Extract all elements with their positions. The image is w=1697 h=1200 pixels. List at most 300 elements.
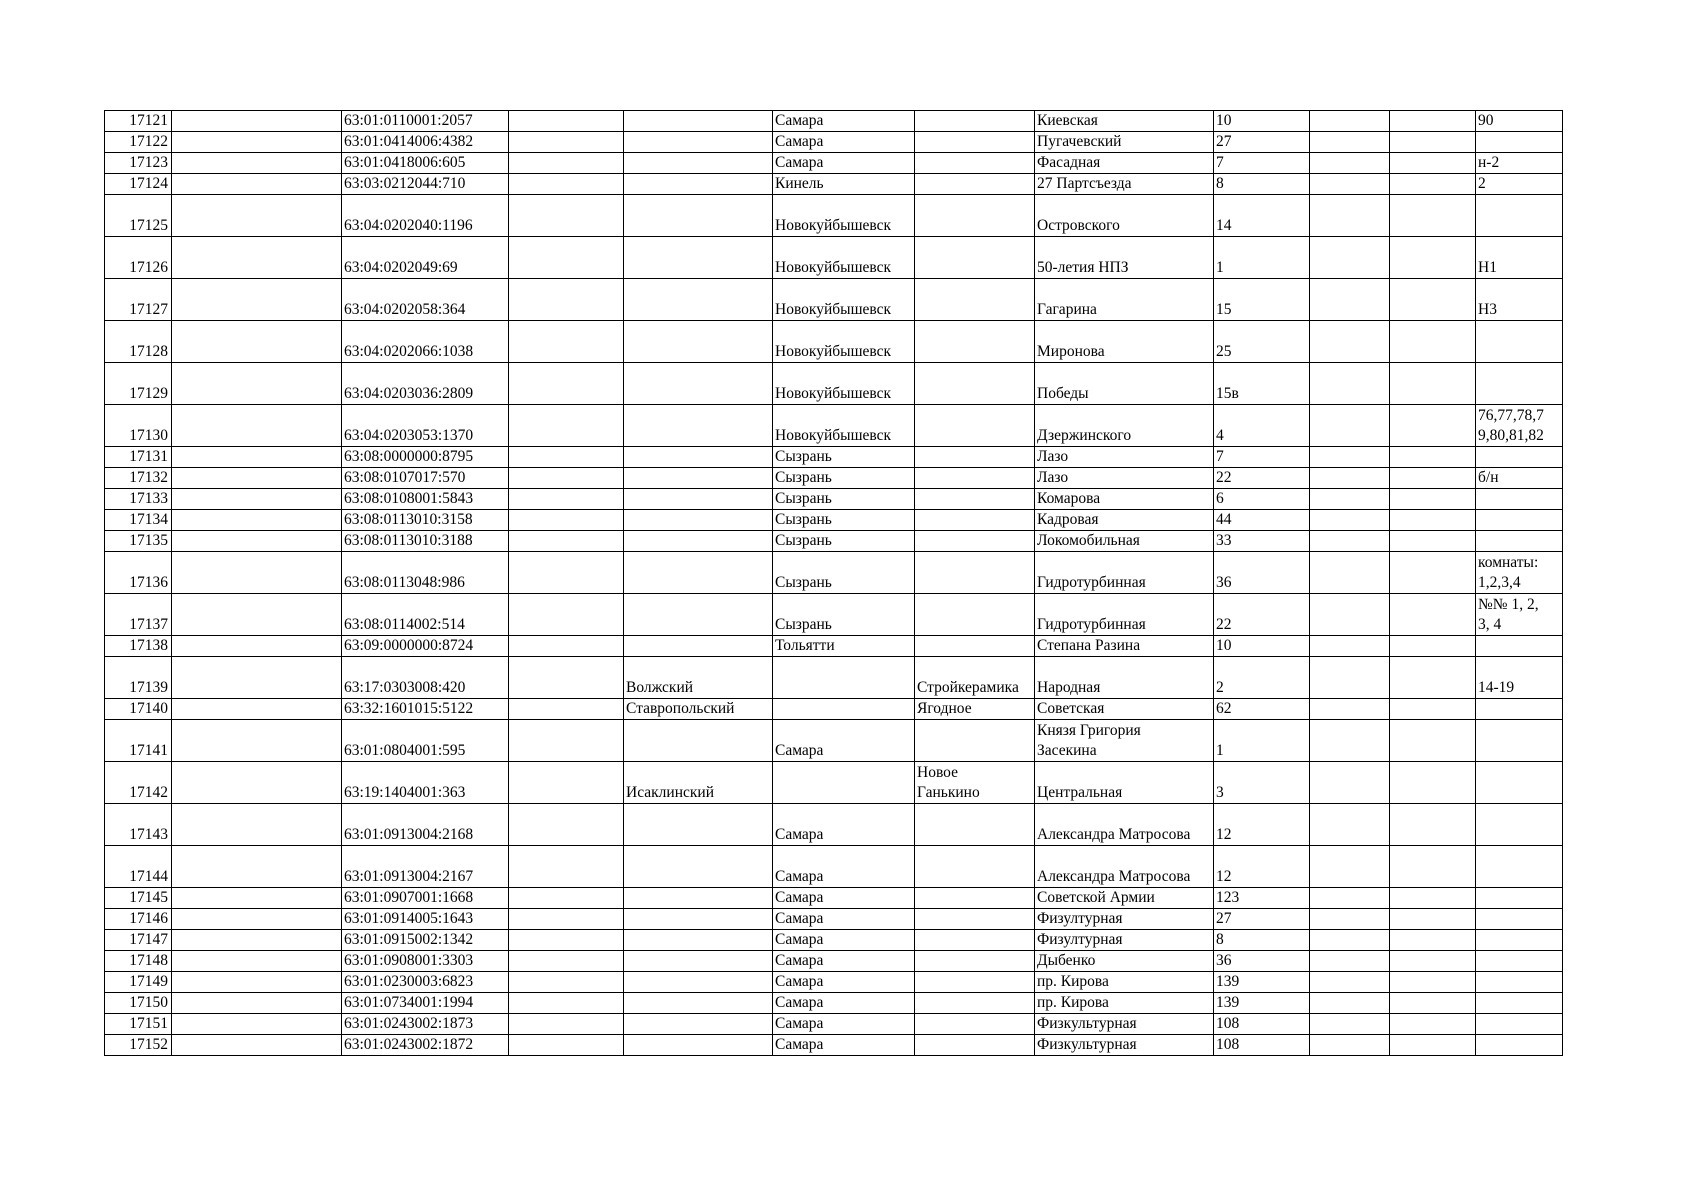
house-number-cell: 22: [1214, 468, 1310, 489]
premises-cell: [1476, 930, 1563, 951]
settlement-cell: [915, 321, 1035, 363]
city-cell: Сызрань: [773, 531, 915, 552]
blank-2-cell: [509, 993, 624, 1014]
record-number-cell: 17140: [105, 699, 172, 720]
premises-cell: н-2: [1476, 153, 1563, 174]
settlement-cell: [915, 468, 1035, 489]
premises-cell: [1476, 972, 1563, 993]
record-number-cell: 17138: [105, 636, 172, 657]
blank-3-cell: [1310, 993, 1390, 1014]
premises-cell: [1476, 636, 1563, 657]
blank-4-cell: [1390, 132, 1476, 153]
blank-4-cell: [1390, 1035, 1476, 1056]
blank-2-cell: [509, 279, 624, 321]
cadastral-number-cell: 63:04:0203053:1370: [342, 405, 509, 447]
district-cell: [624, 174, 773, 195]
record-number-cell: 17150: [105, 993, 172, 1014]
settlement-cell: [915, 1035, 1035, 1056]
blank-2-cell: [509, 468, 624, 489]
district-cell: [624, 468, 773, 489]
premises-cell: [1476, 531, 1563, 552]
district-cell: [624, 930, 773, 951]
street-cell: Александра Матросова: [1035, 846, 1214, 888]
house-number-cell: 8: [1214, 174, 1310, 195]
street-cell: Гидротурбинная: [1035, 552, 1214, 594]
premises-cell: [1476, 720, 1563, 762]
premises-cell: б/н: [1476, 468, 1563, 489]
street-cell: пр. Кирова: [1035, 993, 1214, 1014]
cadastral-number-cell: 63:01:0418006:605: [342, 153, 509, 174]
house-number-cell: 7: [1214, 153, 1310, 174]
district-cell: [624, 888, 773, 909]
blank-3-cell: [1310, 405, 1390, 447]
street-cell: Лазо: [1035, 447, 1214, 468]
settlement-cell: [915, 594, 1035, 636]
house-number-cell: 15: [1214, 279, 1310, 321]
district-cell: [624, 531, 773, 552]
city-cell: Самара: [773, 111, 915, 132]
blank-1-cell: [172, 531, 342, 552]
district-cell: [624, 153, 773, 174]
blank-3-cell: [1310, 909, 1390, 930]
record-number-cell: 17151: [105, 1014, 172, 1035]
district-cell: [624, 552, 773, 594]
blank-1-cell: [172, 1035, 342, 1056]
settlement-cell: [915, 195, 1035, 237]
district-cell: Волжский: [624, 657, 773, 699]
premises-cell: [1476, 489, 1563, 510]
settlement-cell: [915, 279, 1035, 321]
premises-cell: 2: [1476, 174, 1563, 195]
settlement-cell: [915, 1014, 1035, 1035]
city-cell: Сызрань: [773, 447, 915, 468]
record-number-cell: 17122: [105, 132, 172, 153]
premises-cell: 76,77,78,7 9,80,81,82: [1476, 405, 1563, 447]
city-cell: Самара: [773, 888, 915, 909]
city-cell: Кинель: [773, 174, 915, 195]
city-cell: Сызрань: [773, 489, 915, 510]
blank-2-cell: [509, 657, 624, 699]
blank-1-cell: [172, 237, 342, 279]
street-cell: Островского: [1035, 195, 1214, 237]
blank-4-cell: [1390, 762, 1476, 804]
premises-cell: 14-19: [1476, 657, 1563, 699]
cadastral-number-cell: 63:01:0414006:4382: [342, 132, 509, 153]
cadastral-number-cell: 63:03:0212044:710: [342, 174, 509, 195]
blank-3-cell: [1310, 237, 1390, 279]
premises-cell: [1476, 363, 1563, 405]
blank-3-cell: [1310, 636, 1390, 657]
cadastral-number-cell: 63:09:0000000:8724: [342, 636, 509, 657]
district-cell: [624, 237, 773, 279]
premises-cell: [1476, 447, 1563, 468]
blank-4-cell: [1390, 174, 1476, 195]
blank-1-cell: [172, 489, 342, 510]
table-row: [105, 111, 1563, 132]
district-cell: Исаклинский: [624, 762, 773, 804]
cadastral-number-cell: 63:04:0202058:364: [342, 279, 509, 321]
street-cell: Фасадная: [1035, 153, 1214, 174]
table-row: [105, 972, 1563, 993]
cadastral-number-cell: 63:17:0303008:420: [342, 657, 509, 699]
city-cell: Самара: [773, 846, 915, 888]
record-number-cell: 17149: [105, 972, 172, 993]
blank-3-cell: [1310, 132, 1390, 153]
house-number-cell: 108: [1214, 1014, 1310, 1035]
city-cell: Сызрань: [773, 468, 915, 489]
blank-4-cell: [1390, 657, 1476, 699]
blank-1-cell: [172, 594, 342, 636]
blank-1-cell: [172, 552, 342, 594]
cadastral-number-cell: 63:01:0914005:1643: [342, 909, 509, 930]
city-cell: Новокуйбышевск: [773, 279, 915, 321]
table-row: [105, 195, 1563, 237]
street-cell: Князя Григория Засекина: [1035, 720, 1214, 762]
blank-1-cell: [172, 720, 342, 762]
table-row: [105, 636, 1563, 657]
district-cell: [624, 594, 773, 636]
street-cell: Степана Разина: [1035, 636, 1214, 657]
record-number-cell: 17125: [105, 195, 172, 237]
cadastral-number-cell: 63:08:0113010:3188: [342, 531, 509, 552]
street-cell: Советская: [1035, 699, 1214, 720]
blank-1-cell: [172, 951, 342, 972]
district-cell: [624, 447, 773, 468]
blank-3-cell: [1310, 363, 1390, 405]
premises-cell: 90: [1476, 111, 1563, 132]
street-cell: Физултурная: [1035, 930, 1214, 951]
blank-4-cell: [1390, 594, 1476, 636]
premises-cell: [1476, 195, 1563, 237]
blank-2-cell: [509, 510, 624, 531]
blank-3-cell: [1310, 510, 1390, 531]
blank-3-cell: [1310, 531, 1390, 552]
blank-3-cell: [1310, 720, 1390, 762]
city-cell: [773, 699, 915, 720]
cadastral-number-cell: 63:01:0915002:1342: [342, 930, 509, 951]
blank-3-cell: [1310, 951, 1390, 972]
table-row: [105, 321, 1563, 363]
blank-2-cell: [509, 720, 624, 762]
street-cell: Физкультурная: [1035, 1014, 1214, 1035]
house-number-cell: 1: [1214, 720, 1310, 762]
blank-4-cell: [1390, 237, 1476, 279]
district-cell: [624, 405, 773, 447]
table-row: [105, 720, 1563, 762]
city-cell: Новокуйбышевск: [773, 363, 915, 405]
house-number-cell: 3: [1214, 762, 1310, 804]
blank-2-cell: [509, 531, 624, 552]
street-cell: Народная: [1035, 657, 1214, 699]
city-cell: Тольятти: [773, 636, 915, 657]
blank-2-cell: [509, 636, 624, 657]
settlement-cell: Стройкерамика: [915, 657, 1035, 699]
settlement-cell: [915, 237, 1035, 279]
table-row: [105, 762, 1563, 804]
blank-1-cell: [172, 174, 342, 195]
record-number-cell: 17144: [105, 846, 172, 888]
house-number-cell: 2: [1214, 657, 1310, 699]
blank-2-cell: [509, 846, 624, 888]
blank-2-cell: [509, 321, 624, 363]
settlement-cell: Ягодное: [915, 699, 1035, 720]
blank-1-cell: [172, 804, 342, 846]
blank-1-cell: [172, 909, 342, 930]
cadastral-number-cell: 63:01:0913004:2168: [342, 804, 509, 846]
city-cell: Новокуйбышевск: [773, 195, 915, 237]
blank-2-cell: [509, 699, 624, 720]
blank-4-cell: [1390, 489, 1476, 510]
blank-3-cell: [1310, 195, 1390, 237]
settlement-cell: [915, 804, 1035, 846]
blank-1-cell: [172, 405, 342, 447]
blank-4-cell: [1390, 363, 1476, 405]
blank-4-cell: [1390, 972, 1476, 993]
record-number-cell: 17139: [105, 657, 172, 699]
house-number-cell: 12: [1214, 846, 1310, 888]
table-row: [105, 510, 1563, 531]
blank-1-cell: [172, 972, 342, 993]
record-number-cell: 17123: [105, 153, 172, 174]
city-cell: Сызрань: [773, 510, 915, 531]
blank-4-cell: [1390, 195, 1476, 237]
table-row: [105, 930, 1563, 951]
table-row: [105, 237, 1563, 279]
cadastral-number-cell: 63:01:0110001:2057: [342, 111, 509, 132]
street-cell: Киевская: [1035, 111, 1214, 132]
district-cell: [624, 804, 773, 846]
settlement-cell: [915, 636, 1035, 657]
district-cell: [624, 1035, 773, 1056]
street-cell: Дзержинского: [1035, 405, 1214, 447]
blank-1-cell: [172, 762, 342, 804]
house-number-cell: 10: [1214, 636, 1310, 657]
city-cell: Самара: [773, 951, 915, 972]
street-cell: Центральная: [1035, 762, 1214, 804]
house-number-cell: 25: [1214, 321, 1310, 363]
street-cell: 27 Партсъезда: [1035, 174, 1214, 195]
blank-4-cell: [1390, 279, 1476, 321]
blank-3-cell: [1310, 552, 1390, 594]
blank-4-cell: [1390, 909, 1476, 930]
blank-2-cell: [509, 762, 624, 804]
table-row: [105, 594, 1563, 636]
table-row: [105, 657, 1563, 699]
settlement-cell: [915, 447, 1035, 468]
settlement-cell: [915, 531, 1035, 552]
table-row: [105, 1035, 1563, 1056]
settlement-cell: [915, 909, 1035, 930]
city-cell: Самара: [773, 132, 915, 153]
cadastral-number-cell: 63:01:0907001:1668: [342, 888, 509, 909]
district-cell: [624, 279, 773, 321]
table-row: [105, 804, 1563, 846]
blank-3-cell: [1310, 153, 1390, 174]
blank-2-cell: [509, 1014, 624, 1035]
settlement-cell: [915, 972, 1035, 993]
blank-4-cell: [1390, 531, 1476, 552]
blank-1-cell: [172, 993, 342, 1014]
premises-cell: комнаты: 1,2,3,4: [1476, 552, 1563, 594]
record-number-cell: 17124: [105, 174, 172, 195]
district-cell: [624, 720, 773, 762]
city-cell: Новокуйбышевск: [773, 237, 915, 279]
blank-1-cell: [172, 111, 342, 132]
house-number-cell: 36: [1214, 951, 1310, 972]
blank-1-cell: [172, 279, 342, 321]
blank-4-cell: [1390, 111, 1476, 132]
street-cell: Советской Армии: [1035, 888, 1214, 909]
blank-4-cell: [1390, 153, 1476, 174]
blank-4-cell: [1390, 993, 1476, 1014]
street-cell: Гагарина: [1035, 279, 1214, 321]
premises-cell: Н3: [1476, 279, 1563, 321]
record-number-cell: 17141: [105, 720, 172, 762]
blank-3-cell: [1310, 1035, 1390, 1056]
record-number-cell: 17136: [105, 552, 172, 594]
blank-3-cell: [1310, 930, 1390, 951]
record-number-cell: 17126: [105, 237, 172, 279]
district-cell: [624, 195, 773, 237]
house-number-cell: 139: [1214, 972, 1310, 993]
blank-1-cell: [172, 699, 342, 720]
settlement-cell: [915, 510, 1035, 531]
record-number-cell: 17130: [105, 405, 172, 447]
house-number-cell: 12: [1214, 804, 1310, 846]
blank-1-cell: [172, 153, 342, 174]
house-number-cell: 7: [1214, 447, 1310, 468]
table-row: [105, 132, 1563, 153]
blank-2-cell: [509, 237, 624, 279]
street-cell: Миронова: [1035, 321, 1214, 363]
record-number-cell: 17127: [105, 279, 172, 321]
street-cell: Локомобильная: [1035, 531, 1214, 552]
table-row: [105, 405, 1563, 447]
settlement-cell: [915, 489, 1035, 510]
record-number-cell: 17152: [105, 1035, 172, 1056]
record-number-cell: 17146: [105, 909, 172, 930]
blank-1-cell: [172, 1014, 342, 1035]
cadastral-number-cell: 63:08:0108001:5843: [342, 489, 509, 510]
blank-4-cell: [1390, 846, 1476, 888]
table-row: [105, 1014, 1563, 1035]
city-cell: Сызрань: [773, 552, 915, 594]
settlement-cell: [915, 174, 1035, 195]
blank-2-cell: [509, 489, 624, 510]
house-number-cell: 36: [1214, 552, 1310, 594]
blank-1-cell: [172, 447, 342, 468]
blank-2-cell: [509, 174, 624, 195]
city-cell: [773, 657, 915, 699]
table-row: [105, 888, 1563, 909]
record-number-cell: 17132: [105, 468, 172, 489]
settlement-cell: [915, 888, 1035, 909]
street-cell: Физкультурная: [1035, 1035, 1214, 1056]
record-number-cell: 17128: [105, 321, 172, 363]
cadastral-number-cell: 63:01:0908001:3303: [342, 951, 509, 972]
house-number-cell: 27: [1214, 132, 1310, 153]
blank-3-cell: [1310, 468, 1390, 489]
cadastral-number-cell: 63:01:0230003:6823: [342, 972, 509, 993]
blank-4-cell: [1390, 510, 1476, 531]
cadastral-number-cell: 63:08:0113010:3158: [342, 510, 509, 531]
city-cell: Новокуйбышевск: [773, 405, 915, 447]
blank-2-cell: [509, 888, 624, 909]
blank-3-cell: [1310, 846, 1390, 888]
table-row: [105, 153, 1563, 174]
blank-4-cell: [1390, 1014, 1476, 1035]
table-row: [105, 174, 1563, 195]
house-number-cell: 139: [1214, 993, 1310, 1014]
district-cell: [624, 111, 773, 132]
house-number-cell: 14: [1214, 195, 1310, 237]
blank-3-cell: [1310, 888, 1390, 909]
blank-1-cell: [172, 195, 342, 237]
city-cell: Самара: [773, 804, 915, 846]
settlement-cell: [915, 930, 1035, 951]
city-cell: Самара: [773, 1035, 915, 1056]
city-cell: Самара: [773, 720, 915, 762]
table-row: [105, 993, 1563, 1014]
blank-4-cell: [1390, 888, 1476, 909]
blank-1-cell: [172, 846, 342, 888]
settlement-cell: [915, 111, 1035, 132]
city-cell: Самара: [773, 909, 915, 930]
district-cell: [624, 846, 773, 888]
cadastral-number-cell: 63:04:0202066:1038: [342, 321, 509, 363]
blank-2-cell: [509, 195, 624, 237]
record-number-cell: 17131: [105, 447, 172, 468]
cadastral-number-cell: 63:01:0243002:1873: [342, 1014, 509, 1035]
district-cell: [624, 321, 773, 363]
street-cell: Лазо: [1035, 468, 1214, 489]
blank-3-cell: [1310, 594, 1390, 636]
cadastral-number-cell: 63:08:0113048:986: [342, 552, 509, 594]
district-cell: [624, 489, 773, 510]
city-cell: [773, 762, 915, 804]
district-cell: [624, 363, 773, 405]
city-cell: Самара: [773, 1014, 915, 1035]
house-number-cell: 8: [1214, 930, 1310, 951]
cadastral-number-cell: 63:04:0202040:1196: [342, 195, 509, 237]
blank-3-cell: [1310, 447, 1390, 468]
table-row: [105, 447, 1563, 468]
blank-2-cell: [509, 132, 624, 153]
record-number-cell: 17135: [105, 531, 172, 552]
record-number-cell: 17133: [105, 489, 172, 510]
district-cell: [624, 636, 773, 657]
blank-1-cell: [172, 657, 342, 699]
record-number-cell: 17137: [105, 594, 172, 636]
cadastral-number-cell: 63:32:1601015:5122: [342, 699, 509, 720]
blank-3-cell: [1310, 657, 1390, 699]
house-number-cell: 4: [1214, 405, 1310, 447]
cadastral-number-cell: 63:01:0913004:2167: [342, 846, 509, 888]
record-number-cell: 17143: [105, 804, 172, 846]
record-number-cell: 17148: [105, 951, 172, 972]
blank-3-cell: [1310, 1014, 1390, 1035]
house-number-cell: 33: [1214, 531, 1310, 552]
blank-2-cell: [509, 972, 624, 993]
blank-4-cell: [1390, 951, 1476, 972]
blank-3-cell: [1310, 699, 1390, 720]
cadastral-number-cell: 63:01:0243002:1872: [342, 1035, 509, 1056]
table-row: [105, 363, 1563, 405]
house-number-cell: 44: [1214, 510, 1310, 531]
record-number-cell: 17129: [105, 363, 172, 405]
cadastral-number-cell: 63:08:0114002:514: [342, 594, 509, 636]
blank-4-cell: [1390, 405, 1476, 447]
